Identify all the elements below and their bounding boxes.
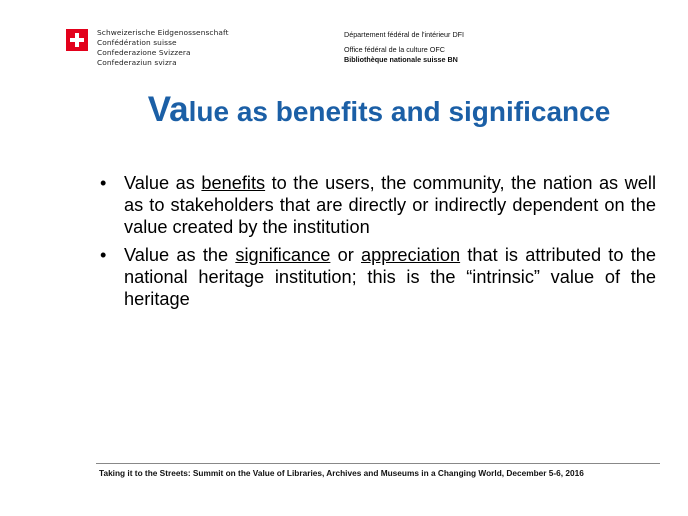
footer-text: Taking it to the Streets: Summit on the Value of Libraries, Archives and Museums in a Changing World, December 5-6, 2016 [99, 468, 584, 478]
confederation-line-de: Schweizerische Eidgenossenschaft [97, 28, 229, 37]
office-name: Office fédéral de la culture OFC [344, 45, 445, 54]
underlined-term-significance: significance [235, 245, 331, 265]
slide-title [0, 90, 688, 130]
footer-divider [96, 463, 660, 464]
bullet-text: or [330, 245, 362, 265]
department-name: Département fédéral de l'intérieur DFI [344, 30, 465, 39]
swiss-flag-icon [66, 29, 88, 51]
library-name: Bibliothèque nationale suisse BN [344, 55, 458, 64]
bullet-text: Value as [124, 173, 202, 193]
bullet-text: that is attributed to the national heritage institution; this is the “intrinsic” value of the heritage [124, 245, 656, 309]
slide-title-rest: lue as benefits and significance [188, 96, 611, 127]
slide-title-prefix: Va [147, 90, 189, 129]
confederation-names [97, 28, 229, 68]
swiss-confederation-logo [66, 28, 229, 68]
bullet-item-benefits [100, 172, 656, 238]
bullet-text: to the users, the community, the nation as well as to stakeholders that are directly or indirectly dependent on the value created by the institution [124, 173, 656, 237]
underlined-term-benefits: benefits [201, 173, 266, 193]
bullet-text: Value as the [124, 245, 236, 265]
confederation-line-it: Confederazione Svizzera [97, 48, 191, 57]
bullet-list [100, 172, 656, 316]
confederation-line-fr: Confédération suisse [97, 38, 177, 47]
department-info [344, 30, 464, 65]
underlined-term-appreciation: appreciation [361, 245, 461, 265]
bullet-item-significance [100, 244, 656, 310]
confederation-line-rm: Confederaziun svizra [97, 58, 177, 67]
